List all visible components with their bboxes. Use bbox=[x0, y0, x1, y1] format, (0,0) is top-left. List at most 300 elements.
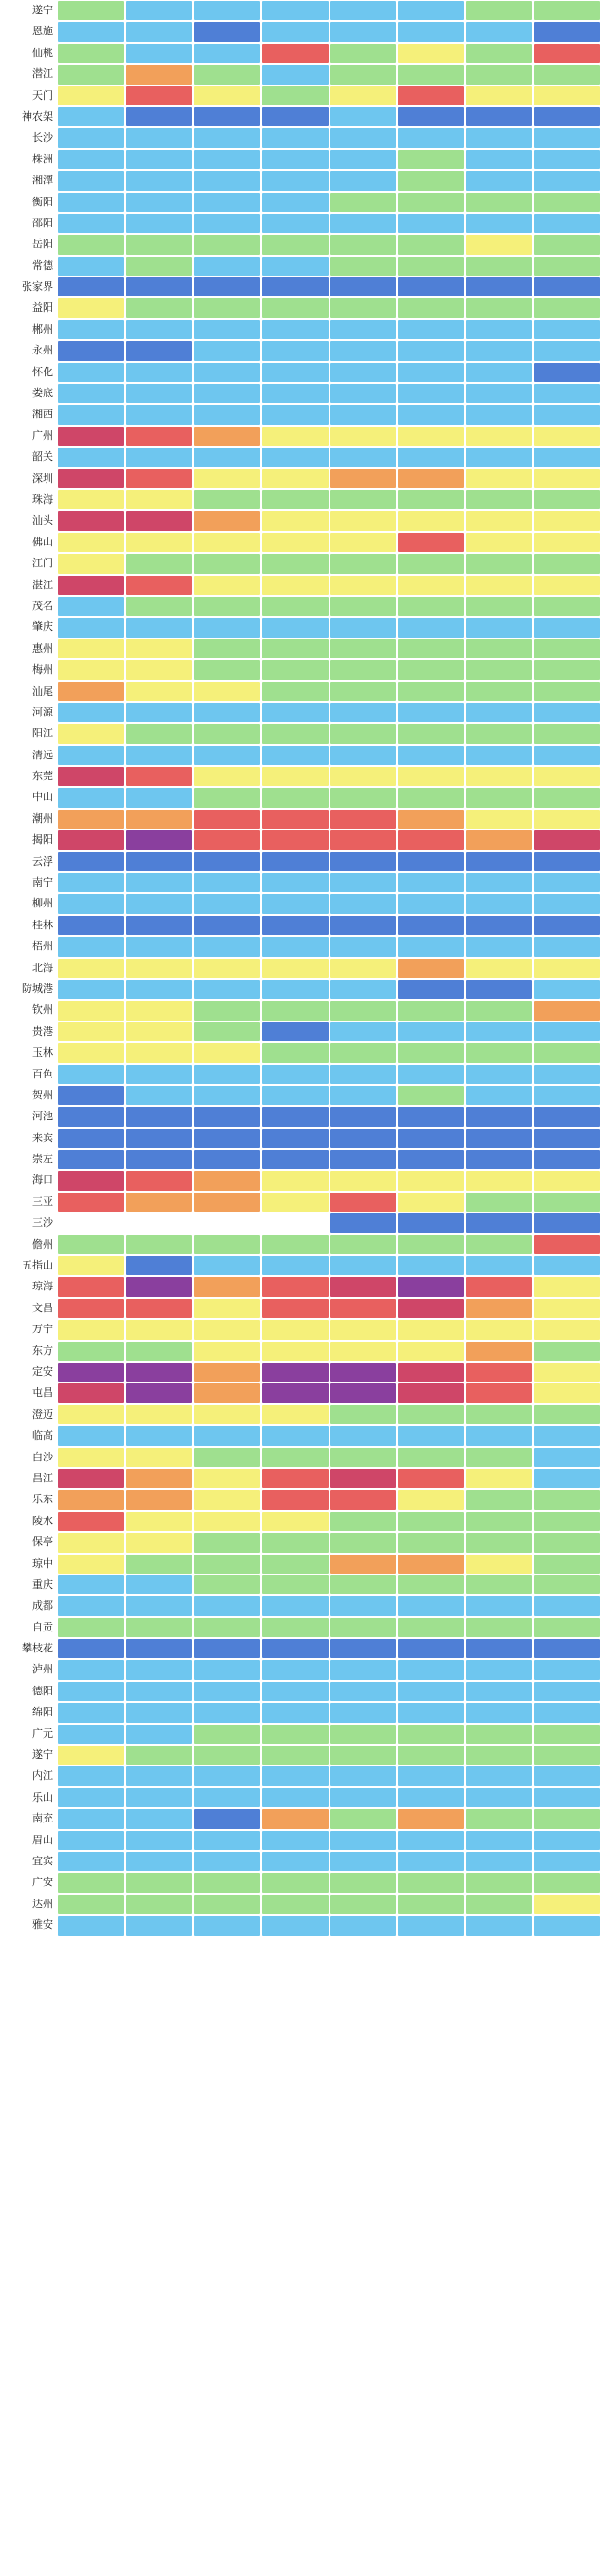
heatmap-cell[interactable] bbox=[125, 127, 194, 148]
heatmap-cell[interactable] bbox=[57, 1702, 125, 1723]
heatmap-cell[interactable] bbox=[193, 681, 261, 702]
heatmap-cell[interactable] bbox=[397, 1554, 465, 1574]
heatmap-cell[interactable] bbox=[397, 1808, 465, 1829]
heatmap-cell[interactable] bbox=[261, 64, 329, 85]
heatmap-cell[interactable] bbox=[261, 639, 329, 659]
heatmap-cell[interactable] bbox=[465, 1532, 534, 1553]
heatmap-cell[interactable] bbox=[193, 1425, 261, 1446]
heatmap-cell[interactable] bbox=[397, 723, 465, 744]
heatmap-cell[interactable] bbox=[57, 234, 125, 255]
heatmap-cell[interactable] bbox=[261, 681, 329, 702]
heatmap-cell[interactable] bbox=[465, 1511, 534, 1532]
heatmap-cell[interactable] bbox=[57, 766, 125, 787]
heatmap-cell[interactable] bbox=[329, 1808, 398, 1829]
heatmap-cell[interactable] bbox=[397, 1341, 465, 1362]
heatmap-cell[interactable] bbox=[329, 979, 398, 1000]
heatmap-cell[interactable] bbox=[397, 617, 465, 638]
heatmap-cell[interactable] bbox=[193, 0, 261, 21]
heatmap-cell[interactable] bbox=[125, 1511, 194, 1532]
heatmap-cell[interactable] bbox=[261, 1808, 329, 1829]
heatmap-cell[interactable] bbox=[533, 1659, 601, 1680]
heatmap-cell[interactable] bbox=[57, 596, 125, 617]
heatmap-cell[interactable] bbox=[533, 745, 601, 766]
heatmap-cell[interactable] bbox=[465, 1255, 534, 1276]
heatmap-cell[interactable] bbox=[329, 1192, 398, 1212]
heatmap-cell[interactable] bbox=[465, 1149, 534, 1170]
heatmap-cell[interactable] bbox=[465, 1425, 534, 1446]
heatmap-cell[interactable] bbox=[465, 43, 534, 64]
heatmap-cell[interactable] bbox=[57, 489, 125, 510]
heatmap-cell[interactable] bbox=[193, 1128, 261, 1149]
heatmap-cell[interactable] bbox=[57, 106, 125, 127]
heatmap-cell[interactable] bbox=[125, 1659, 194, 1680]
heatmap-cell[interactable] bbox=[397, 0, 465, 21]
heatmap-cell[interactable] bbox=[397, 575, 465, 596]
heatmap-cell[interactable] bbox=[397, 1765, 465, 1786]
heatmap-cell[interactable] bbox=[125, 872, 194, 893]
heatmap-cell[interactable] bbox=[193, 1149, 261, 1170]
heatmap-cell[interactable] bbox=[533, 86, 601, 106]
heatmap-cell[interactable] bbox=[397, 659, 465, 680]
heatmap-cell[interactable] bbox=[329, 1851, 398, 1872]
heatmap-cell[interactable] bbox=[533, 234, 601, 255]
heatmap-cell[interactable] bbox=[533, 1042, 601, 1063]
heatmap-cell[interactable] bbox=[193, 1872, 261, 1893]
heatmap-cell[interactable] bbox=[397, 1085, 465, 1106]
heatmap-cell[interactable] bbox=[125, 1341, 194, 1362]
heatmap-cell[interactable] bbox=[57, 1765, 125, 1786]
heatmap-cell[interactable] bbox=[261, 489, 329, 510]
heatmap-cell[interactable] bbox=[465, 1192, 534, 1212]
heatmap-cell[interactable] bbox=[465, 1830, 534, 1851]
heatmap-cell[interactable] bbox=[261, 1234, 329, 1255]
heatmap-cell[interactable] bbox=[465, 787, 534, 808]
heatmap-cell[interactable] bbox=[57, 277, 125, 297]
heatmap-cell[interactable] bbox=[533, 851, 601, 872]
heatmap-cell[interactable] bbox=[533, 277, 601, 297]
heatmap-cell[interactable] bbox=[465, 192, 534, 213]
heatmap-cell[interactable] bbox=[329, 1702, 398, 1723]
heatmap-cell[interactable] bbox=[261, 1702, 329, 1723]
heatmap-cell[interactable] bbox=[397, 1362, 465, 1383]
heatmap-cell[interactable] bbox=[125, 1915, 194, 1936]
heatmap-cell[interactable] bbox=[397, 639, 465, 659]
heatmap-cell[interactable] bbox=[57, 915, 125, 936]
heatmap-cell[interactable] bbox=[261, 1425, 329, 1446]
heatmap-cell[interactable] bbox=[465, 86, 534, 106]
heatmap-cell[interactable] bbox=[397, 362, 465, 383]
heatmap-cell[interactable] bbox=[57, 1362, 125, 1383]
heatmap-cell[interactable] bbox=[193, 745, 261, 766]
heatmap-cell[interactable] bbox=[261, 468, 329, 489]
heatmap-cell[interactable] bbox=[465, 234, 534, 255]
heatmap-cell[interactable] bbox=[261, 893, 329, 914]
heatmap-cell[interactable] bbox=[465, 1064, 534, 1085]
heatmap-cell[interactable] bbox=[329, 1234, 398, 1255]
heatmap-cell[interactable] bbox=[261, 1341, 329, 1362]
heatmap-cell[interactable] bbox=[533, 404, 601, 425]
heatmap-cell[interactable] bbox=[329, 1489, 398, 1510]
heatmap-cell[interactable] bbox=[533, 1128, 601, 1149]
heatmap-cell[interactable] bbox=[329, 447, 398, 467]
heatmap-cell[interactable] bbox=[329, 1085, 398, 1106]
heatmap-cell[interactable] bbox=[57, 213, 125, 234]
heatmap-cell[interactable] bbox=[261, 0, 329, 21]
heatmap-cell[interactable] bbox=[465, 1468, 534, 1489]
heatmap-cell[interactable] bbox=[57, 872, 125, 893]
heatmap-cell[interactable] bbox=[397, 1000, 465, 1021]
heatmap-cell[interactable] bbox=[57, 468, 125, 489]
heatmap-cell[interactable] bbox=[397, 170, 465, 191]
heatmap-cell[interactable] bbox=[261, 1383, 329, 1403]
heatmap-cell[interactable] bbox=[261, 277, 329, 297]
heatmap-cell[interactable] bbox=[57, 723, 125, 744]
heatmap-cell[interactable] bbox=[397, 1532, 465, 1553]
heatmap-cell[interactable] bbox=[261, 1042, 329, 1063]
heatmap-cell[interactable] bbox=[125, 1298, 194, 1319]
heatmap-cell[interactable] bbox=[57, 1106, 125, 1127]
heatmap-cell[interactable] bbox=[533, 1915, 601, 1936]
heatmap-cell[interactable] bbox=[57, 127, 125, 148]
heatmap-cell[interactable] bbox=[397, 851, 465, 872]
heatmap-cell[interactable] bbox=[261, 192, 329, 213]
heatmap-cell[interactable] bbox=[57, 1234, 125, 1255]
heatmap-cell[interactable] bbox=[329, 830, 398, 850]
heatmap-cell[interactable] bbox=[193, 1234, 261, 1255]
heatmap-cell[interactable] bbox=[533, 1276, 601, 1297]
heatmap-cell[interactable] bbox=[125, 213, 194, 234]
heatmap-cell[interactable] bbox=[125, 596, 194, 617]
heatmap-cell[interactable] bbox=[397, 1489, 465, 1510]
heatmap-cell[interactable] bbox=[193, 170, 261, 191]
heatmap-cell[interactable] bbox=[193, 1000, 261, 1021]
heatmap-cell[interactable] bbox=[397, 1702, 465, 1723]
heatmap-cell[interactable] bbox=[261, 1532, 329, 1553]
heatmap-cell[interactable] bbox=[329, 149, 398, 170]
heatmap-cell[interactable] bbox=[397, 127, 465, 148]
heatmap-cell[interactable] bbox=[533, 64, 601, 85]
heatmap-cell[interactable] bbox=[57, 1511, 125, 1532]
heatmap-cell[interactable] bbox=[533, 1298, 601, 1319]
heatmap-cell[interactable] bbox=[465, 1915, 534, 1936]
heatmap-cell[interactable] bbox=[125, 277, 194, 297]
heatmap-cell[interactable] bbox=[465, 553, 534, 574]
heatmap-cell[interactable] bbox=[261, 1298, 329, 1319]
heatmap-cell[interactable] bbox=[465, 851, 534, 872]
heatmap-cell[interactable] bbox=[465, 723, 534, 744]
heatmap-cell[interactable] bbox=[261, 1872, 329, 1893]
heatmap-cell[interactable] bbox=[193, 936, 261, 957]
heatmap-cell[interactable] bbox=[57, 1745, 125, 1765]
heatmap-cell[interactable] bbox=[329, 681, 398, 702]
heatmap-cell[interactable] bbox=[329, 1149, 398, 1170]
heatmap-cell[interactable] bbox=[193, 1362, 261, 1383]
heatmap-cell[interactable] bbox=[533, 1383, 601, 1403]
heatmap-cell[interactable] bbox=[329, 1894, 398, 1915]
heatmap-cell[interactable] bbox=[397, 809, 465, 830]
heatmap-cell[interactable] bbox=[465, 617, 534, 638]
heatmap-cell[interactable] bbox=[533, 1255, 601, 1276]
heatmap-cell[interactable] bbox=[57, 1724, 125, 1745]
heatmap-cell[interactable] bbox=[57, 64, 125, 85]
heatmap-cell[interactable] bbox=[465, 915, 534, 936]
heatmap-cell[interactable] bbox=[261, 1574, 329, 1595]
heatmap-cell[interactable] bbox=[193, 872, 261, 893]
heatmap-cell[interactable] bbox=[57, 1489, 125, 1510]
heatmap-cell[interactable] bbox=[125, 0, 194, 21]
heatmap-cell[interactable] bbox=[57, 170, 125, 191]
heatmap-cell[interactable] bbox=[397, 1276, 465, 1297]
heatmap-cell[interactable] bbox=[261, 979, 329, 1000]
heatmap-cell[interactable] bbox=[465, 745, 534, 766]
heatmap-cell[interactable] bbox=[261, 404, 329, 425]
heatmap-cell[interactable] bbox=[125, 1468, 194, 1489]
heatmap-cell[interactable] bbox=[57, 681, 125, 702]
heatmap-cell[interactable] bbox=[57, 787, 125, 808]
heatmap-cell[interactable] bbox=[533, 787, 601, 808]
heatmap-cell[interactable] bbox=[57, 319, 125, 340]
heatmap-cell[interactable] bbox=[261, 1085, 329, 1106]
heatmap-cell[interactable] bbox=[533, 1404, 601, 1425]
heatmap-cell[interactable] bbox=[533, 1468, 601, 1489]
heatmap-cell[interactable] bbox=[125, 1212, 194, 1233]
heatmap-cell[interactable] bbox=[465, 1362, 534, 1383]
heatmap-cell[interactable] bbox=[465, 447, 534, 467]
heatmap-cell[interactable] bbox=[125, 1872, 194, 1893]
heatmap-cell[interactable] bbox=[329, 1765, 398, 1786]
heatmap-cell[interactable] bbox=[193, 256, 261, 277]
heatmap-cell[interactable] bbox=[193, 64, 261, 85]
heatmap-cell[interactable] bbox=[261, 915, 329, 936]
heatmap-cell[interactable] bbox=[261, 1830, 329, 1851]
heatmap-cell[interactable] bbox=[533, 426, 601, 447]
heatmap-cell[interactable] bbox=[397, 1064, 465, 1085]
heatmap-cell[interactable] bbox=[397, 1212, 465, 1233]
heatmap-cell[interactable] bbox=[261, 1255, 329, 1276]
heatmap-cell[interactable] bbox=[57, 659, 125, 680]
heatmap-cell[interactable] bbox=[397, 383, 465, 404]
heatmap-cell[interactable] bbox=[193, 234, 261, 255]
heatmap-cell[interactable] bbox=[329, 1681, 398, 1702]
heatmap-cell[interactable] bbox=[329, 468, 398, 489]
heatmap-cell[interactable] bbox=[261, 787, 329, 808]
heatmap-cell[interactable] bbox=[125, 553, 194, 574]
heatmap-cell[interactable] bbox=[57, 404, 125, 425]
heatmap-cell[interactable] bbox=[397, 1149, 465, 1170]
heatmap-cell[interactable] bbox=[533, 1511, 601, 1532]
heatmap-cell[interactable] bbox=[125, 936, 194, 957]
heatmap-cell[interactable] bbox=[465, 510, 534, 531]
heatmap-cell[interactable] bbox=[397, 43, 465, 64]
heatmap-cell[interactable] bbox=[329, 1872, 398, 1893]
heatmap-cell[interactable] bbox=[329, 851, 398, 872]
heatmap-cell[interactable] bbox=[533, 639, 601, 659]
heatmap-cell[interactable] bbox=[329, 1170, 398, 1191]
heatmap-cell[interactable] bbox=[465, 639, 534, 659]
heatmap-cell[interactable] bbox=[261, 1404, 329, 1425]
heatmap-cell[interactable] bbox=[193, 596, 261, 617]
heatmap-cell[interactable] bbox=[57, 1319, 125, 1340]
heatmap-cell[interactable] bbox=[465, 1447, 534, 1468]
heatmap-cell[interactable] bbox=[261, 383, 329, 404]
heatmap-cell[interactable] bbox=[329, 617, 398, 638]
heatmap-cell[interactable] bbox=[193, 1830, 261, 1851]
heatmap-cell[interactable] bbox=[57, 1617, 125, 1638]
heatmap-cell[interactable] bbox=[329, 1511, 398, 1532]
heatmap-cell[interactable] bbox=[193, 1212, 261, 1233]
heatmap-cell[interactable] bbox=[57, 1681, 125, 1702]
heatmap-cell[interactable] bbox=[465, 893, 534, 914]
heatmap-cell[interactable] bbox=[57, 86, 125, 106]
heatmap-cell[interactable] bbox=[125, 1574, 194, 1595]
heatmap-cell[interactable] bbox=[533, 43, 601, 64]
heatmap-cell[interactable] bbox=[193, 192, 261, 213]
heatmap-cell[interactable] bbox=[261, 86, 329, 106]
heatmap-cell[interactable] bbox=[193, 1532, 261, 1553]
heatmap-cell[interactable] bbox=[125, 1021, 194, 1042]
heatmap-cell[interactable] bbox=[193, 1468, 261, 1489]
heatmap-cell[interactable] bbox=[533, 319, 601, 340]
heatmap-cell[interactable] bbox=[57, 1447, 125, 1468]
heatmap-cell[interactable] bbox=[533, 1106, 601, 1127]
heatmap-cell[interactable] bbox=[193, 766, 261, 787]
heatmap-cell[interactable] bbox=[397, 106, 465, 127]
heatmap-cell[interactable] bbox=[193, 532, 261, 553]
heatmap-cell[interactable] bbox=[57, 1212, 125, 1233]
heatmap-cell[interactable] bbox=[465, 830, 534, 850]
heatmap-cell[interactable] bbox=[397, 234, 465, 255]
heatmap-cell[interactable] bbox=[261, 426, 329, 447]
heatmap-cell[interactable] bbox=[533, 1000, 601, 1021]
heatmap-cell[interactable] bbox=[261, 1511, 329, 1532]
heatmap-cell[interactable] bbox=[397, 319, 465, 340]
heatmap-cell[interactable] bbox=[261, 1468, 329, 1489]
heatmap-cell[interactable] bbox=[397, 192, 465, 213]
heatmap-cell[interactable] bbox=[397, 1021, 465, 1042]
heatmap-cell[interactable] bbox=[193, 383, 261, 404]
heatmap-cell[interactable] bbox=[329, 1362, 398, 1383]
heatmap-cell[interactable] bbox=[465, 681, 534, 702]
heatmap-cell[interactable] bbox=[533, 510, 601, 531]
heatmap-cell[interactable] bbox=[533, 1341, 601, 1362]
heatmap-cell[interactable] bbox=[125, 468, 194, 489]
heatmap-cell[interactable] bbox=[329, 958, 398, 979]
heatmap-cell[interactable] bbox=[465, 532, 534, 553]
heatmap-cell[interactable] bbox=[261, 340, 329, 361]
heatmap-cell[interactable] bbox=[465, 1681, 534, 1702]
heatmap-cell[interactable] bbox=[57, 1872, 125, 1893]
heatmap-cell[interactable] bbox=[465, 1085, 534, 1106]
heatmap-cell[interactable] bbox=[533, 1787, 601, 1808]
heatmap-cell[interactable] bbox=[193, 1787, 261, 1808]
heatmap-cell[interactable] bbox=[125, 702, 194, 723]
heatmap-cell[interactable] bbox=[193, 1319, 261, 1340]
heatmap-cell[interactable] bbox=[261, 1724, 329, 1745]
heatmap-cell[interactable] bbox=[533, 1702, 601, 1723]
heatmap-cell[interactable] bbox=[329, 1574, 398, 1595]
heatmap-cell[interactable] bbox=[193, 851, 261, 872]
heatmap-cell[interactable] bbox=[533, 0, 601, 21]
heatmap-cell[interactable] bbox=[533, 106, 601, 127]
heatmap-cell[interactable] bbox=[193, 1554, 261, 1574]
heatmap-cell[interactable] bbox=[329, 1064, 398, 1085]
heatmap-cell[interactable] bbox=[533, 1532, 601, 1553]
heatmap-cell[interactable] bbox=[57, 1149, 125, 1170]
heatmap-cell[interactable] bbox=[57, 851, 125, 872]
heatmap-cell[interactable] bbox=[329, 1617, 398, 1638]
heatmap-cell[interactable] bbox=[125, 723, 194, 744]
heatmap-cell[interactable] bbox=[261, 1000, 329, 1021]
heatmap-cell[interactable] bbox=[193, 1106, 261, 1127]
heatmap-cell[interactable] bbox=[533, 489, 601, 510]
heatmap-cell[interactable] bbox=[125, 170, 194, 191]
heatmap-cell[interactable] bbox=[329, 106, 398, 127]
heatmap-cell[interactable] bbox=[329, 1915, 398, 1936]
heatmap-cell[interactable] bbox=[465, 702, 534, 723]
heatmap-cell[interactable] bbox=[329, 170, 398, 191]
heatmap-cell[interactable] bbox=[193, 702, 261, 723]
heatmap-cell[interactable] bbox=[533, 681, 601, 702]
heatmap-cell[interactable] bbox=[125, 43, 194, 64]
heatmap-cell[interactable] bbox=[329, 213, 398, 234]
heatmap-cell[interactable] bbox=[397, 1724, 465, 1745]
heatmap-cell[interactable] bbox=[397, 1872, 465, 1893]
heatmap-cell[interactable] bbox=[533, 1745, 601, 1765]
heatmap-cell[interactable] bbox=[57, 1554, 125, 1574]
heatmap-cell[interactable] bbox=[57, 553, 125, 574]
heatmap-cell[interactable] bbox=[261, 1192, 329, 1212]
heatmap-cell[interactable] bbox=[397, 86, 465, 106]
heatmap-cell[interactable] bbox=[397, 893, 465, 914]
heatmap-cell[interactable] bbox=[261, 1170, 329, 1191]
heatmap-cell[interactable] bbox=[193, 447, 261, 467]
heatmap-cell[interactable] bbox=[193, 21, 261, 42]
heatmap-cell[interactable] bbox=[329, 936, 398, 957]
heatmap-cell[interactable] bbox=[57, 575, 125, 596]
heatmap-cell[interactable] bbox=[465, 936, 534, 957]
heatmap-cell[interactable] bbox=[193, 404, 261, 425]
heatmap-cell[interactable] bbox=[465, 1298, 534, 1319]
heatmap-cell[interactable] bbox=[533, 553, 601, 574]
heatmap-cell[interactable] bbox=[261, 149, 329, 170]
heatmap-cell[interactable] bbox=[193, 1659, 261, 1680]
heatmap-cell[interactable] bbox=[329, 575, 398, 596]
heatmap-cell[interactable] bbox=[329, 553, 398, 574]
heatmap-cell[interactable] bbox=[329, 1000, 398, 1021]
heatmap-cell[interactable] bbox=[193, 723, 261, 744]
heatmap-cell[interactable] bbox=[125, 1064, 194, 1085]
heatmap-cell[interactable] bbox=[57, 809, 125, 830]
heatmap-cell[interactable] bbox=[125, 1808, 194, 1829]
heatmap-cell[interactable] bbox=[193, 340, 261, 361]
heatmap-cell[interactable] bbox=[329, 404, 398, 425]
heatmap-cell[interactable] bbox=[193, 617, 261, 638]
heatmap-cell[interactable] bbox=[261, 596, 329, 617]
heatmap-cell[interactable] bbox=[533, 192, 601, 213]
heatmap-cell[interactable] bbox=[193, 787, 261, 808]
heatmap-cell[interactable] bbox=[397, 1851, 465, 1872]
heatmap-cell[interactable] bbox=[533, 532, 601, 553]
heatmap-cell[interactable] bbox=[57, 979, 125, 1000]
heatmap-cell[interactable] bbox=[125, 1638, 194, 1659]
heatmap-cell[interactable] bbox=[533, 1617, 601, 1638]
heatmap-cell[interactable] bbox=[397, 277, 465, 297]
heatmap-cell[interactable] bbox=[465, 340, 534, 361]
heatmap-cell[interactable] bbox=[465, 766, 534, 787]
heatmap-cell[interactable] bbox=[329, 510, 398, 531]
heatmap-cell[interactable] bbox=[397, 1511, 465, 1532]
heatmap-cell[interactable] bbox=[397, 1745, 465, 1765]
